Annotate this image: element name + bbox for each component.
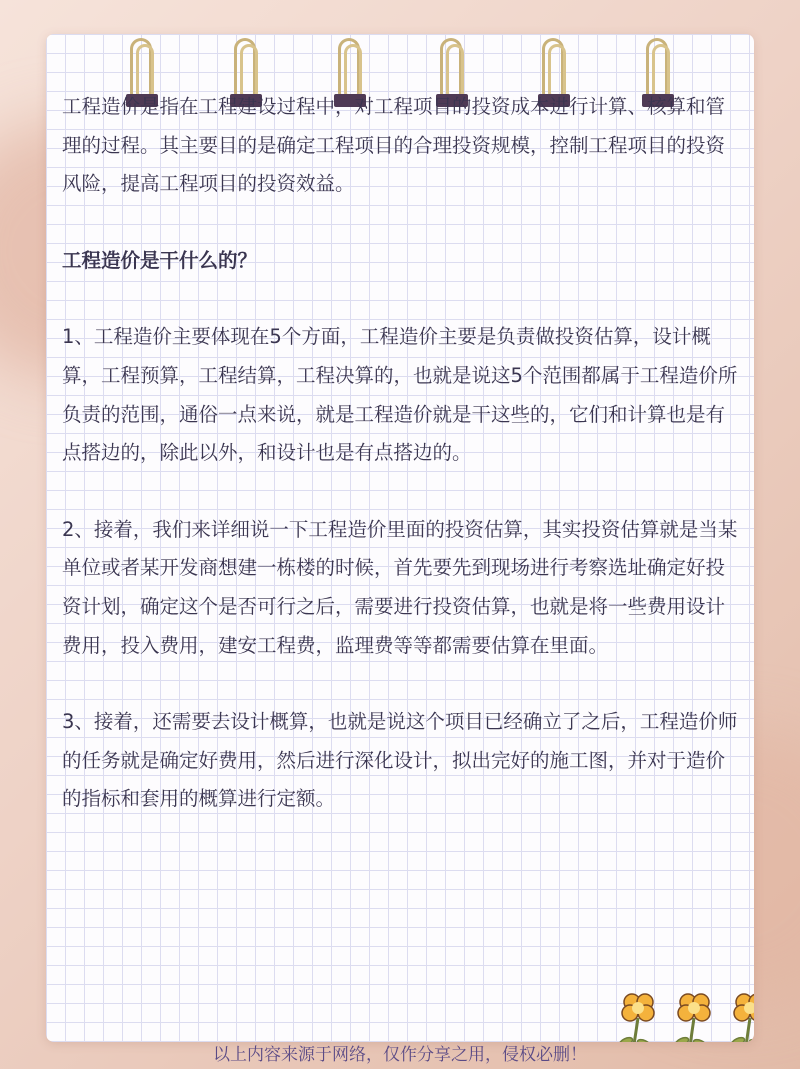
point-2-paragraph: 2、接着，我们来详细说一下工程造价里面的投资估算，其实投资估算就是当某单位或者某开发商想建一栋楼的时候，首先要先到现场进行考察选址确定好投资计划，确定这个是否可行之后，需要进行投资估算，也就是将一些费用设计费用，投入费用，建安工程费，监理费等等都需要估算在里面。 xyxy=(62,517,738,657)
disclaimer-footer: 以上内容来源于网络，仅作分享之用，侵权必删！ xyxy=(213,1045,587,1065)
intro-paragraph: 工程造价是指在工程建设过程中，对工程项目的投资成本进行计算、核算和管理的过程。其主要目的是确定工程项目的合理投资规模，控制工程项目的投资风险，提高工程项目的投资效益。 xyxy=(62,95,726,196)
flower-decoration xyxy=(612,984,754,1042)
flower-icon xyxy=(730,994,754,1042)
article-body xyxy=(62,88,740,819)
flower-icon xyxy=(674,994,710,1042)
section-heading: 工程造价是干什么的？ xyxy=(62,248,258,272)
point-3-paragraph: 3、接着，还需要去设计概算，也就是说这个项目已经确立了之后，工程造价师的任务就是确定好费用，然后进行深化设计，拟出完好的施工图，并对于造价的指标和套用的概算进行定额。 xyxy=(62,710,738,811)
point-1-paragraph: 1、工程造价主要体现在5个方面，工程造价主要是负责做投资估算，设计概算，工程预算，工程结算，工程决算的，也就是说这5个范围都属于工程造价所负责的范围，通俗一点来说，就是工程造价就是干这些的，它们和计算也是有点搭边的，除此以外，和设计也是有点搭边的。 xyxy=(62,325,738,465)
flower-icon xyxy=(618,994,654,1042)
